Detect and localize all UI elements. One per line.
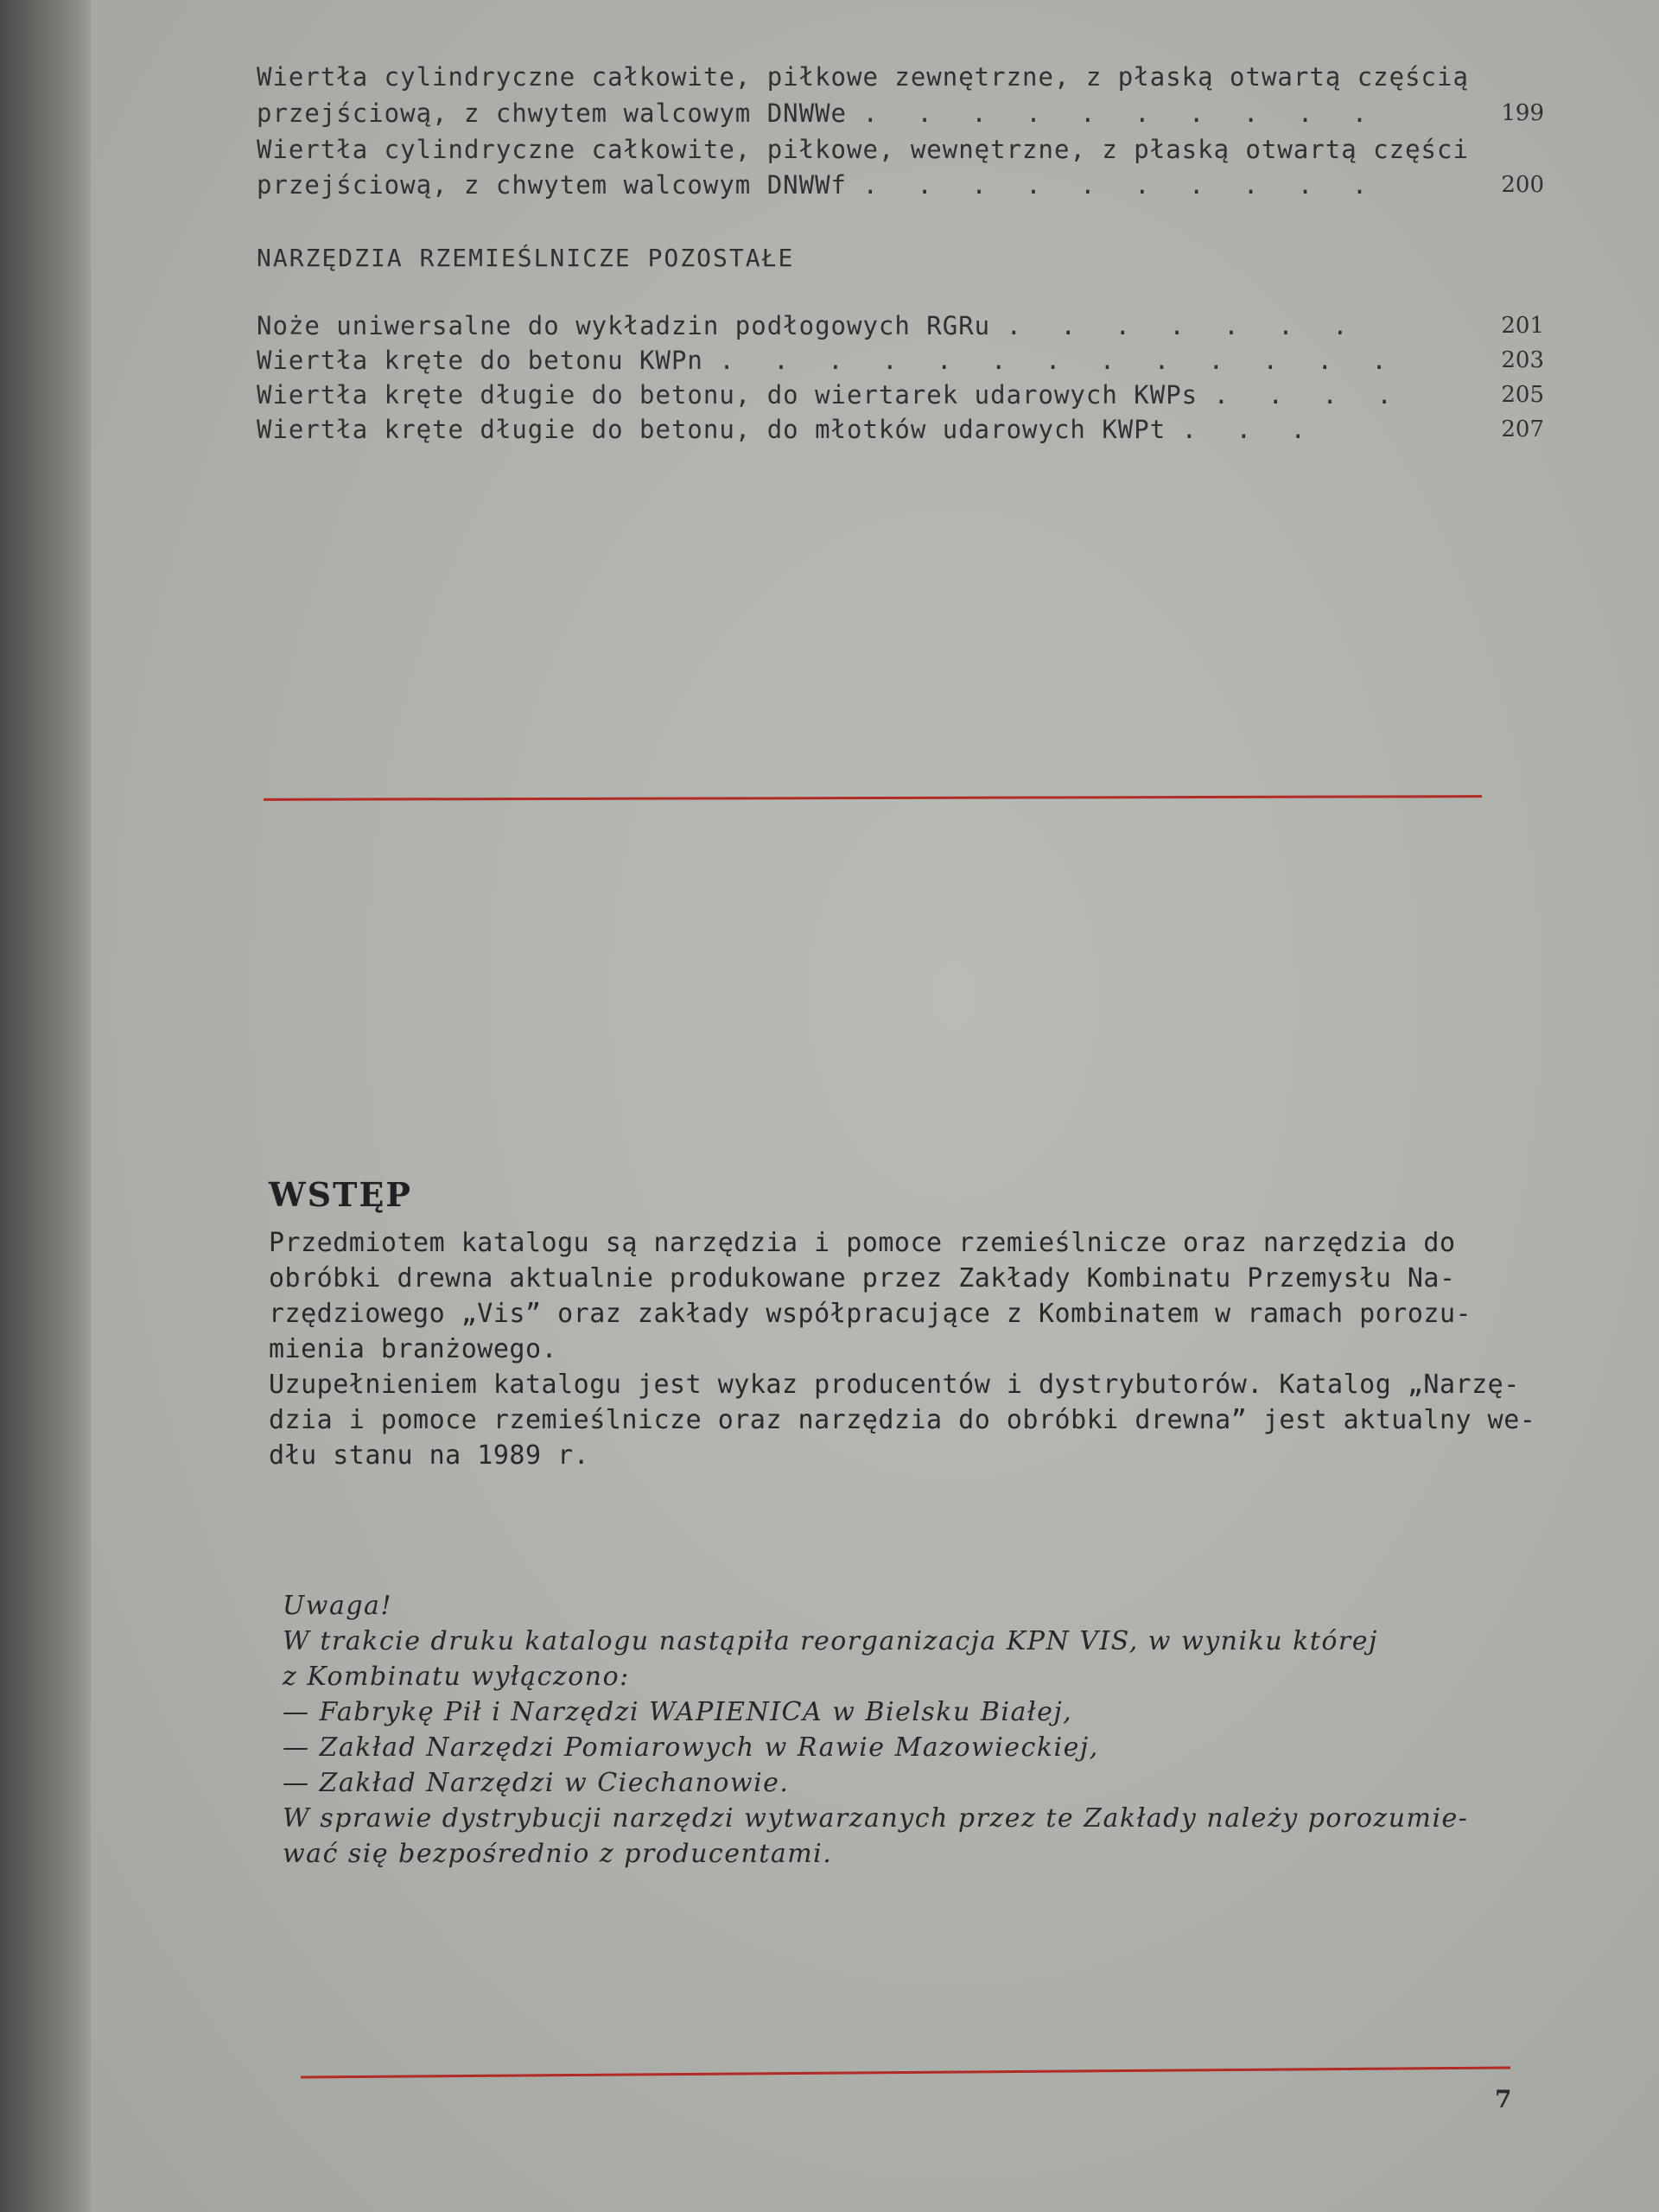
red-footer-rule bbox=[301, 2067, 1510, 2079]
intro-line: dłu stanu na 1989 r. bbox=[269, 1440, 590, 1471]
toc-entry-line: Wiertła kręte długie do betonu, do wiertarek udarowych KWPs . . . . 205 bbox=[257, 380, 1544, 410]
toc-leader-dots: . . . . . . . bbox=[1006, 311, 1360, 340]
toc-page-number: 199 bbox=[1501, 100, 1544, 126]
toc-entry-line: Wiertła cylindryczne całkowite, piłkowe, wewnętrzne, z płaską otwartą części bbox=[257, 135, 1469, 164]
intro-line: dzia i pomoce rzemieślnicze oraz narzędzia do obróbki drewna” jest aktualny we- bbox=[269, 1405, 1536, 1435]
toc-entry-line: przejściową, z chwytem walcowym DNWWf . . . . . . . . . . 200 bbox=[257, 170, 1544, 200]
toc-entry-line: Wiertła kręte do betonu KWPn . . . . . . . . . . . . . 203 bbox=[257, 346, 1544, 375]
intro-line: Przedmiotem katalogu są narzędzia i pomoce rzemieślnicze oraz narzędzia do bbox=[269, 1228, 1456, 1258]
note-line: z Kombinatu wyłączono: bbox=[283, 1662, 630, 1692]
catalog-page bbox=[91, 0, 1659, 2212]
toc-entry-line: Noże uniwersalne do wykładzin podłogowych RGRu . . . . . . . 201 bbox=[257, 311, 1544, 340]
note-list-item: — Fabrykę Pił i Narzędzi WAPIENICA w Bielsku Białej, bbox=[283, 1697, 1073, 1727]
book-binding-shadow bbox=[0, 0, 91, 2212]
intro-line: mienia branżowego. bbox=[269, 1334, 558, 1364]
toc-entry-line: Wiertła cylindryczne całkowite, piłkowe zewnętrzne, z płaską otwartą częścią bbox=[257, 62, 1469, 92]
note-list-item: — Zakład Narzędzi Pomiarowych w Rawie Mazowieckiej, bbox=[283, 1732, 1099, 1763]
intro-line: obróbki drewna aktualnie produkowane przez Zakłady Kombinatu Przemysłu Na- bbox=[269, 1263, 1456, 1294]
toc-page-number: 207 bbox=[1501, 416, 1544, 442]
toc-leader-dots: . . . bbox=[1181, 415, 1318, 444]
toc-page-number: 200 bbox=[1501, 172, 1544, 198]
note-line: wać się bezpośrednio z producentami. bbox=[283, 1839, 833, 1869]
intro-line: Uzupełnieniem katalogu jest wykaz producentów i dystrybutorów. Katalog „Narzę- bbox=[269, 1370, 1520, 1400]
toc-entry-line: przejściową, z chwytem walcowym DNWWe . . . . . . . . . . 199 bbox=[257, 99, 1544, 128]
note-line: W trakcie druku katalogu nastąpiła reorganizacja KPN VIS, w wyniku której bbox=[283, 1626, 1378, 1656]
toc-leader-dots: . . . . bbox=[1213, 380, 1404, 410]
toc-page-number: 205 bbox=[1501, 382, 1544, 408]
note-line: W sprawie dystrybucji narzędzi wytwarzanych przez te Zakłady należy porozumie- bbox=[283, 1803, 1469, 1834]
toc-leader-dots: . . . . . . . . . . bbox=[862, 99, 1380, 128]
note-list-item: — Zakład Narzędzi w Ciechanowie. bbox=[283, 1768, 790, 1798]
toc-page-number: 203 bbox=[1501, 347, 1544, 373]
toc-section-heading: NARZĘDZIA RZEMIEŚLNICZE POZOSTAŁE bbox=[257, 244, 795, 272]
red-divider-rule bbox=[264, 795, 1482, 801]
toc-entry-line: Wiertła kręte długie do betonu, do młotków udarowych KWPt . . . 207 bbox=[257, 415, 1544, 444]
page-number: 7 bbox=[1495, 2085, 1512, 2113]
intro-title: WSTĘP bbox=[269, 1175, 412, 1214]
note-heading: Uwaga! bbox=[283, 1591, 392, 1621]
toc-page-number: 201 bbox=[1501, 313, 1544, 339]
toc-leader-dots: . . . . . . . . . . . . . bbox=[719, 346, 1399, 375]
intro-line: rzędziowego „Vis” oraz zakłady współpracujące z Kombinatem w ramach porozu- bbox=[269, 1299, 1472, 1329]
toc-leader-dots: . . . . . . . . . . bbox=[862, 170, 1380, 200]
